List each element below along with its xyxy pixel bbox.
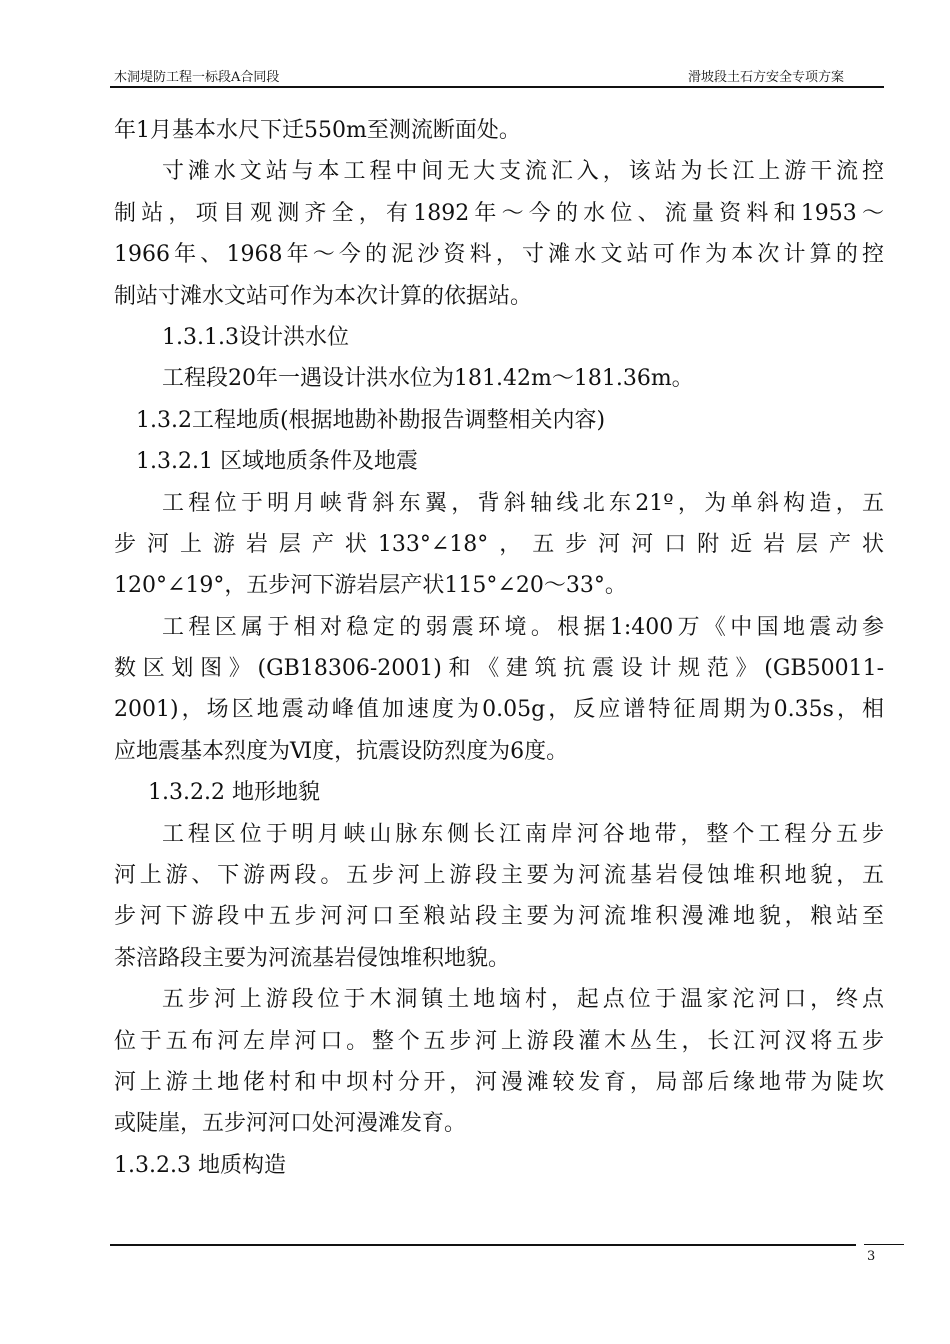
header-rule xyxy=(110,86,884,88)
footer-rule-short xyxy=(864,1244,904,1245)
paragraph-line: 工程位于明月峡背斜东翼，背斜轴线北东21º，为单斜构造，五 xyxy=(162,490,884,516)
header-document-title: 滑坡段土石方安全专项方案 xyxy=(687,70,844,85)
paragraph-line: 步河下游段中五步河河口至粮站段主要为河流堆积漫滩地貌，粮站至 xyxy=(114,904,884,930)
paragraph-line: 应地震基本烈度为Ⅵ度，抗震设防烈度为6度。 xyxy=(114,738,569,764)
paragraph-line: 位于五布河左岸河口。整个五步河上游段灌木丛生，长江河汊将五步 xyxy=(114,1028,884,1054)
section-heading: 1.3.2.1 区域地质条件及地震 xyxy=(136,449,418,475)
paragraph-line: 数区划图》(GB18306-2001)和《建筑抗震设计规范》(GB50011- xyxy=(114,656,884,682)
footer-rule xyxy=(110,1244,856,1246)
paragraph-line: 或陡崖，五步河河口处河漫滩发育。 xyxy=(114,1111,467,1137)
header-project-title: 木洞堤防工程一标段A合同段 xyxy=(114,70,280,85)
paragraph-line: 2001)，场区地震动峰值加速度为0.05g，反应谱特征周期为0.35s，相 xyxy=(114,697,884,723)
page-number: 3 xyxy=(867,1249,876,1264)
document-body xyxy=(114,110,884,1186)
paragraph-line: 工程区位于明月峡山脉东侧长江南岸河谷地带，整个工程分五步 xyxy=(162,821,884,847)
paragraph-line: 河上游、下游两段。五步河上游段主要为河流基岩侵蚀堆积地貌，五 xyxy=(114,863,884,889)
paragraph-line: 寸滩水文站与本工程中间无大支流汇入，该站为长江上游干流控 xyxy=(162,159,884,185)
paragraph-line: 1966年、1968年～今的泥沙资料，寸滩水文站可作为本次计算的控 xyxy=(114,242,884,268)
section-heading: 1.3.2工程地质(根据地勘补勘报告调整相关内容) xyxy=(136,407,606,433)
paragraph-line: 茶涪路段主要为河流基岩侵蚀堆积地貌。 xyxy=(114,945,511,971)
section-heading: 1.3.2.3 地质构造 xyxy=(114,1152,286,1178)
section-heading: 1.3.2.2 地形地貌 xyxy=(148,780,320,806)
paragraph-line: 工程段20年一遇设计洪水位为181.42m～181.36m。 xyxy=(162,366,694,392)
section-heading: 1.3.1.3设计洪水位 xyxy=(162,324,349,350)
paragraph-line: 年1月基本水尺下迁550m至测流断面处。 xyxy=(114,118,521,143)
paragraph-line: 制站寸滩水文站可作为本次计算的依据站。 xyxy=(114,283,533,309)
paragraph-line: 五步河上游段位于木洞镇土地垴村，起点位于温家沱河口，终点 xyxy=(162,987,884,1013)
paragraph-line: 120°∠19°，五步河下游岩层产状115°∠20～33°。 xyxy=(114,573,627,599)
paragraph-line: 制站，项目观测齐全，有1892年～今的水位、流量资料和1953～ xyxy=(114,200,884,226)
paragraph-line: 工程区属于相对稳定的弱震环境。根据1:400万《中国地震动参 xyxy=(162,614,884,640)
paragraph-line: 步河上游岩层产状133°∠18°，五步河河口附近岩层产状 xyxy=(114,531,884,557)
paragraph-line: 河上游土地佬村和中坝村分开，河漫滩较发育，局部后缘地带为陡坎 xyxy=(114,1069,884,1095)
